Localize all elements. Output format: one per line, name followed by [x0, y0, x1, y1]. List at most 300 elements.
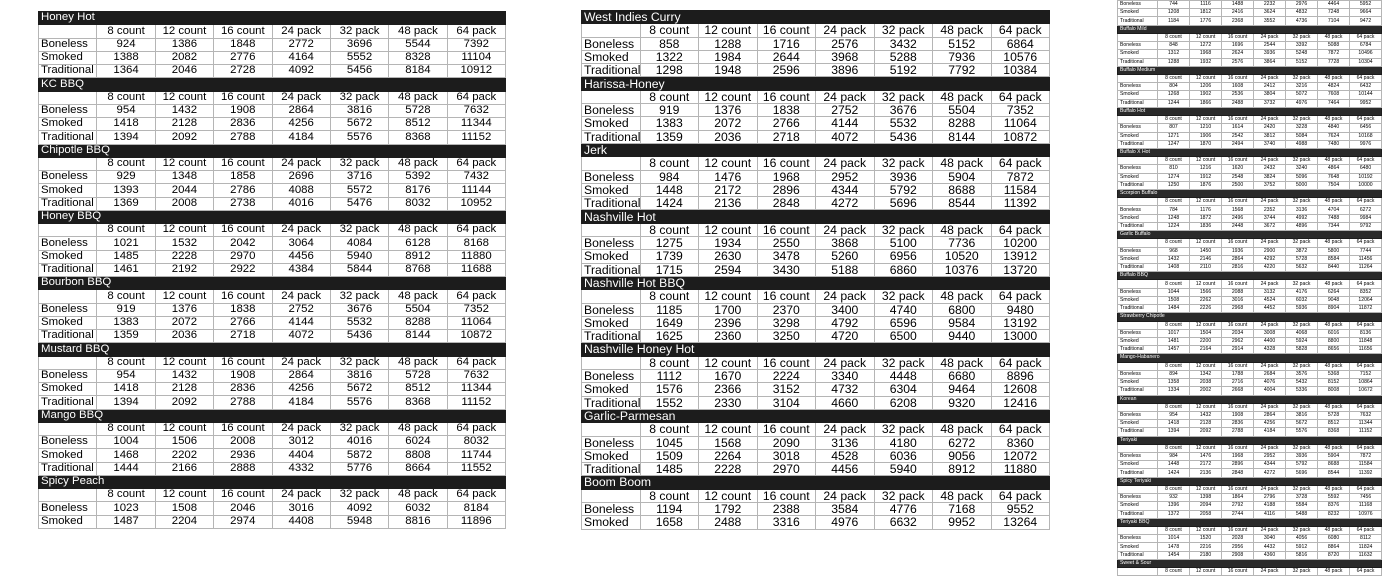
column-header: 12 count	[155, 91, 213, 104]
calorie-cell: 1386	[155, 38, 213, 51]
calorie-cell: 1185	[640, 303, 699, 316]
row-label: Traditional	[1118, 469, 1158, 477]
column-header: 64 pack	[1350, 568, 1382, 576]
calorie-cell: 2766	[757, 117, 816, 130]
calorie-cell: 2936	[214, 449, 272, 462]
calorie-cell: 1508	[1158, 296, 1190, 304]
column-header: 48 pack	[933, 489, 992, 502]
column-header-row	[39, 224, 506, 237]
calorie-cell: 8032	[447, 436, 505, 449]
section-title: Bourbon BBQ	[39, 277, 506, 290]
calorie-cell: 1208	[1158, 9, 1190, 17]
calorie-cell: 7872	[1350, 453, 1382, 461]
table-row	[39, 65, 506, 78]
column-header: 32 pack	[874, 223, 933, 236]
calorie-cell: 8360	[991, 436, 1050, 449]
calorie-cell: 2232	[1254, 1, 1286, 9]
calorie-cell: 2046	[155, 65, 213, 78]
calorie-cell: 2396	[699, 316, 758, 329]
column-header-row	[1118, 568, 1382, 576]
calorie-cell: 2576	[1222, 58, 1254, 66]
calorie-cell: 1485	[97, 250, 155, 263]
table-row	[39, 250, 506, 263]
column-header: 64 pack	[447, 356, 505, 369]
calorie-cell: 1312	[1158, 50, 1190, 58]
section-title: Mustard BBQ	[39, 343, 506, 356]
calorie-cell: 1045	[640, 436, 699, 449]
calorie-cell: 3732	[1254, 99, 1286, 107]
calorie-cell: 10864	[1350, 379, 1382, 387]
calorie-cell: 3552	[1254, 17, 1286, 25]
calorie-cell: 919	[97, 303, 155, 316]
section-title: Buffalo Hot	[1118, 107, 1382, 115]
row-label: Traditional	[1118, 99, 1158, 107]
calorie-cell: 2202	[155, 449, 213, 462]
calorie-cell: 2644	[757, 50, 816, 63]
column-header-blank	[1118, 239, 1158, 247]
calorie-cell: 5336	[1286, 387, 1318, 395]
calorie-cell: 2738	[214, 197, 272, 210]
column-header: 32 pack	[874, 24, 933, 37]
section-title: Nashville Honey Hot	[582, 343, 1050, 356]
calorie-cell: 11872	[1350, 305, 1382, 313]
calorie-cell: 5904	[1318, 453, 1350, 461]
row-label: Traditional	[1118, 17, 1158, 25]
column-header-blank	[1118, 280, 1158, 288]
calorie-cell: 4144	[272, 316, 330, 329]
table-row	[39, 462, 506, 475]
calorie-cell: 7632	[447, 369, 505, 382]
calorie-cell: 1481	[1158, 337, 1190, 345]
calorie-cell: 10872	[447, 330, 505, 343]
column-header: 48 pack	[1318, 444, 1350, 452]
row-label: Boneless	[1118, 165, 1158, 173]
calorie-cell: 11064	[991, 117, 1050, 130]
section-title-row	[1118, 559, 1382, 567]
calorie-cell: 5152	[933, 37, 992, 50]
column-header: 12 count	[155, 356, 213, 369]
calorie-cell: 2008	[214, 436, 272, 449]
calorie-cell: 7792	[933, 64, 992, 77]
calorie-cell: 2038	[1190, 379, 1222, 387]
calorie-cell: 6860	[874, 263, 933, 276]
table-row	[1118, 124, 1382, 132]
column-header: 8 count	[97, 422, 155, 435]
calorie-cell: 2786	[214, 184, 272, 197]
column-header: 24 pack	[272, 489, 330, 502]
calorie-cell: 784	[1158, 206, 1190, 214]
calorie-cell: 2630	[699, 250, 758, 263]
calorie-cell: 11344	[447, 118, 505, 131]
column-header: 12 count	[155, 224, 213, 237]
column-header: 8 count	[1158, 403, 1190, 411]
calorie-cell: 2058	[1190, 510, 1222, 518]
calorie-cell: 2034	[1222, 329, 1254, 337]
column-header: 24 pack	[272, 25, 330, 38]
table-row	[1118, 17, 1382, 25]
calorie-cell: 8368	[1318, 428, 1350, 436]
calorie-cell: 12608	[991, 383, 1050, 396]
calorie-cell: 2496	[1222, 214, 1254, 222]
table-row	[1118, 140, 1382, 148]
calorie-cell: 924	[97, 38, 155, 51]
column-header: 12 count	[155, 290, 213, 303]
column-header: 48 pack	[933, 157, 992, 170]
calorie-cell: 1394	[97, 131, 155, 144]
section-title-row	[582, 77, 1050, 90]
calorie-cell: 4976	[816, 516, 875, 529]
calorie-cell: 2360	[699, 330, 758, 343]
row-label: Smoked	[582, 516, 641, 529]
calorie-cell: 5904	[933, 170, 992, 183]
column-header: 32 pack	[1286, 403, 1318, 411]
calorie-cell: 10576	[991, 50, 1050, 63]
calorie-cell: 8864	[1318, 543, 1350, 551]
column-header: 8 count	[97, 157, 155, 170]
column-header-row	[1118, 485, 1382, 493]
column-header: 24 pack	[816, 223, 875, 236]
calorie-cell: 3240	[1286, 165, 1318, 173]
row-label: Smoked	[1118, 50, 1158, 58]
column-header: 16 count	[214, 422, 272, 435]
table-row	[1118, 99, 1382, 107]
row-label: Traditional	[39, 131, 97, 144]
calorie-cell: 5924	[1286, 337, 1318, 345]
column-header: 32 pack	[330, 290, 388, 303]
row-label: Smoked	[582, 50, 641, 63]
calorie-cell: 6272	[1350, 206, 1382, 214]
column-header: 32 pack	[330, 224, 388, 237]
row-label: Boneless	[582, 303, 641, 316]
row-label: Boneless	[1118, 453, 1158, 461]
calorie-cell: 3740	[1254, 140, 1286, 148]
calorie-cell: 3936	[1254, 50, 1286, 58]
table-row	[582, 183, 1050, 196]
calorie-cell: 2072	[699, 117, 758, 130]
column-header: 32 pack	[1286, 280, 1318, 288]
column-header: 64 pack	[991, 423, 1050, 436]
calorie-cell: 2716	[1222, 379, 1254, 387]
calorie-cell: 1369	[97, 197, 155, 210]
calorie-cell: 13912	[991, 250, 1050, 263]
calorie-table-right	[1117, 0, 1382, 575]
calorie-cell: 5800	[1318, 247, 1350, 255]
calorie-cell: 2596	[757, 64, 816, 77]
calorie-cell: 2668	[1222, 387, 1254, 395]
calorie-cell: 11064	[447, 316, 505, 329]
section-title: Buffalo Mild	[1118, 25, 1382, 33]
calorie-cell: 5436	[330, 330, 388, 343]
sauce-table	[581, 10, 1050, 530]
calorie-cell: 3576	[1286, 370, 1318, 378]
row-label: Smoked	[1118, 9, 1158, 17]
section-title: Boom Boom	[582, 476, 1050, 489]
column-header: 48 pack	[1318, 74, 1350, 82]
calorie-cell: 11168	[1350, 502, 1382, 510]
column-header: 8 count	[97, 290, 155, 303]
column-header: 8 count	[1158, 198, 1190, 206]
calorie-cell: 3728	[1286, 494, 1318, 502]
column-header: 64 pack	[991, 489, 1050, 502]
row-label: Boneless	[39, 369, 97, 382]
calorie-cell: 1508	[155, 502, 213, 515]
column-header: 64 pack	[1350, 485, 1382, 493]
table-row	[39, 51, 506, 64]
row-label: Traditional	[1118, 346, 1158, 354]
section-title: West Indies Curry	[582, 11, 1050, 24]
column-header-row	[1118, 74, 1382, 82]
table-row	[1118, 58, 1382, 66]
column-header: 32 pack	[874, 157, 933, 170]
column-header: 8 count	[640, 90, 699, 103]
column-header: 32 pack	[1286, 33, 1318, 41]
column-header-blank	[1118, 527, 1158, 535]
row-label: Traditional	[1118, 305, 1158, 313]
column-header-blank	[1118, 116, 1158, 124]
calorie-cell: 1444	[97, 462, 155, 475]
calorie-cell: 2848	[1222, 469, 1254, 477]
column-header-blank	[1118, 362, 1158, 370]
section-title-row	[39, 409, 506, 422]
calorie-cell: 2008	[155, 197, 213, 210]
calorie-cell: 1450	[1190, 247, 1222, 255]
column-header: 32 pack	[1286, 527, 1318, 535]
column-header: 8 count	[1158, 362, 1190, 370]
calorie-cell: 8136	[1350, 329, 1382, 337]
calorie-cell: 1788	[1222, 370, 1254, 378]
column-header: 64 pack	[1350, 74, 1382, 82]
calorie-cell: 1017	[1158, 329, 1190, 337]
calorie-cell: 1288	[699, 37, 758, 50]
section-title-row	[1118, 354, 1382, 362]
table-row	[1118, 428, 1382, 436]
column-header-row	[1118, 321, 1382, 329]
table-row	[1118, 346, 1382, 354]
calorie-cell: 11104	[447, 51, 505, 64]
table-row	[39, 515, 506, 528]
calorie-cell: 5776	[330, 462, 388, 475]
calorie-cell: 5100	[874, 237, 933, 250]
calorie-cell: 2970	[757, 463, 816, 476]
calorie-cell: 2094	[1190, 502, 1222, 510]
column-header: 48 pack	[389, 356, 447, 369]
column-header: 8 count	[1158, 444, 1190, 452]
section-title-row	[39, 210, 506, 223]
calorie-cell: 13720	[991, 263, 1050, 276]
calorie-cell: 8688	[933, 183, 992, 196]
calorie-cell: 807	[1158, 124, 1190, 132]
calorie-cell: 5532	[330, 316, 388, 329]
column-header: 24 pack	[816, 423, 875, 436]
row-label: Smoked	[582, 183, 641, 196]
row-label: Boneless	[1118, 370, 1158, 378]
calorie-cell: 4344	[816, 183, 875, 196]
calorie-cell: 3816	[330, 104, 388, 117]
column-header: 8 count	[97, 489, 155, 502]
calorie-cell: 1504	[1190, 329, 1222, 337]
calorie-cell: 2264	[699, 449, 758, 462]
calorie-cell: 5696	[874, 197, 933, 210]
calorie-cell: 1288	[1158, 58, 1190, 66]
calorie-cell: 9320	[933, 396, 992, 409]
section-title-row	[582, 210, 1050, 223]
calorie-cell: 8664	[389, 462, 447, 475]
calorie-cell: 5432	[1286, 379, 1318, 387]
row-label: Traditional	[1118, 387, 1158, 395]
section-title-row	[1118, 436, 1382, 444]
table-row	[582, 104, 1050, 117]
column-header: 24 pack	[272, 224, 330, 237]
calorie-cell: 2330	[699, 396, 758, 409]
calorie-cell: 1448	[1158, 461, 1190, 469]
calorie-cell: 1408	[1158, 264, 1190, 272]
section-title: Teriyaki	[1118, 436, 1382, 444]
calorie-cell: 8288	[933, 117, 992, 130]
section-title-row	[1118, 107, 1382, 115]
calorie-cell: 1906	[1190, 132, 1222, 140]
calorie-cell: 2536	[1222, 91, 1254, 99]
calorie-cell: 8184	[389, 65, 447, 78]
calorie-cell: 2542	[1222, 132, 1254, 140]
column-header-blank	[1118, 403, 1158, 411]
calorie-cell: 4448	[874, 370, 933, 383]
calorie-cell: 8352	[1350, 288, 1382, 296]
calorie-cell: 13000	[991, 330, 1050, 343]
column-header: 64 pack	[447, 25, 505, 38]
row-label: Traditional	[1118, 222, 1158, 230]
column-header: 12 count	[1190, 485, 1222, 493]
calorie-cell: 1424	[640, 197, 699, 210]
calorie-cell: 1432	[155, 369, 213, 382]
calorie-cell: 3864	[1254, 58, 1286, 66]
column-header: 64 pack	[991, 356, 1050, 369]
calorie-cell: 1696	[1222, 42, 1254, 50]
calorie-cell: 2370	[757, 303, 816, 316]
calorie-cell: 1358	[1158, 379, 1190, 387]
section-title-row	[1118, 190, 1382, 198]
table-row	[582, 250, 1050, 263]
section-title: Nashville Hot	[582, 210, 1050, 223]
column-header-row	[1118, 280, 1382, 288]
calorie-cell: 2836	[1222, 420, 1254, 428]
calorie-cell: 5456	[330, 65, 388, 78]
table-row	[1118, 181, 1382, 189]
calorie-cell: 2792	[1222, 502, 1254, 510]
calorie-cell: 11688	[447, 263, 505, 276]
calorie-cell: 4184	[272, 131, 330, 144]
section-title: Chipotle BBQ	[39, 144, 506, 157]
calorie-cell: 1608	[1222, 83, 1254, 91]
calorie-cell: 6032	[1286, 296, 1318, 304]
table-row	[1118, 453, 1382, 461]
calorie-cell: 8368	[389, 396, 447, 409]
calorie-cell: 3298	[757, 316, 816, 329]
row-label: Traditional	[1118, 264, 1158, 272]
table-row	[582, 303, 1050, 316]
calorie-cell: 2352	[1254, 206, 1286, 214]
table-row	[39, 436, 506, 449]
row-label: Traditional	[582, 330, 641, 343]
calorie-cell: 5828	[1286, 346, 1318, 354]
column-header: 12 count	[1190, 74, 1222, 82]
calorie-cell: 5476	[330, 197, 388, 210]
column-header: 8 count	[1158, 321, 1190, 329]
column-header: 8 count	[1158, 568, 1190, 576]
calorie-cell: 9952	[933, 516, 992, 529]
calorie-cell: 1216	[1190, 165, 1222, 173]
calorie-cell: 2788	[1222, 428, 1254, 436]
calorie-cell: 744	[1158, 1, 1190, 9]
calorie-cell: 1224	[1158, 222, 1190, 230]
calorie-cell: 8032	[389, 197, 447, 210]
table-row	[1118, 420, 1382, 428]
calorie-cell: 2028	[1222, 535, 1254, 543]
calorie-cell: 6500	[874, 330, 933, 343]
column-header: 64 pack	[447, 290, 505, 303]
column-header-blank	[582, 290, 641, 303]
section-title-row	[582, 11, 1050, 24]
calorie-cell: 2136	[1190, 469, 1222, 477]
calorie-cell: 2684	[1254, 370, 1286, 378]
calorie-cell: 2696	[272, 171, 330, 184]
column-header: 8 count	[640, 290, 699, 303]
calorie-cell: 1968	[1190, 50, 1222, 58]
calorie-cell: 1568	[699, 436, 758, 449]
column-header: 48 pack	[933, 24, 992, 37]
calorie-cell: 10304	[1350, 58, 1382, 66]
calorie-cell: 5088	[1318, 42, 1350, 50]
table-row	[39, 316, 506, 329]
column-header: 16 count	[1222, 485, 1254, 493]
calorie-cell: 1468	[97, 449, 155, 462]
calorie-cell: 10376	[933, 263, 992, 276]
calorie-cell: 1268	[1158, 91, 1190, 99]
column-header: 24 pack	[816, 489, 875, 502]
column-header: 24 pack	[1254, 403, 1286, 411]
row-label: Boneless	[39, 104, 97, 117]
calorie-cell: 8168	[447, 237, 505, 250]
calorie-cell: 7728	[1318, 58, 1350, 66]
column-header: 48 pack	[389, 224, 447, 237]
column-header: 64 pack	[1350, 157, 1382, 165]
table-row	[39, 197, 506, 210]
column-header-blank	[39, 25, 97, 38]
calorie-cell: 2864	[1254, 411, 1286, 419]
calorie-cell: 9056	[933, 449, 992, 462]
calorie-cell: 7104	[1318, 17, 1350, 25]
column-header: 64 pack	[447, 224, 505, 237]
table-row	[582, 197, 1050, 210]
calorie-cell: 3676	[874, 104, 933, 117]
table-row	[1118, 255, 1382, 263]
table-row	[1118, 305, 1382, 313]
column-header: 16 count	[757, 356, 816, 369]
calorie-cell: 2092	[155, 396, 213, 409]
calorie-cell: 8816	[389, 515, 447, 528]
table-row	[1118, 329, 1382, 337]
calorie-cell: 4016	[272, 197, 330, 210]
table-row	[1118, 543, 1382, 551]
row-label: Boneless	[1118, 83, 1158, 91]
calorie-cell: 11584	[991, 183, 1050, 196]
calorie-cell: 9048	[1318, 296, 1350, 304]
calorie-cell: 1457	[1158, 346, 1190, 354]
table-row	[39, 118, 506, 131]
calorie-cell: 4256	[1254, 420, 1286, 428]
calorie-cell: 2896	[757, 183, 816, 196]
column-header: 64 pack	[991, 90, 1050, 103]
row-label: Smoked	[582, 250, 641, 263]
